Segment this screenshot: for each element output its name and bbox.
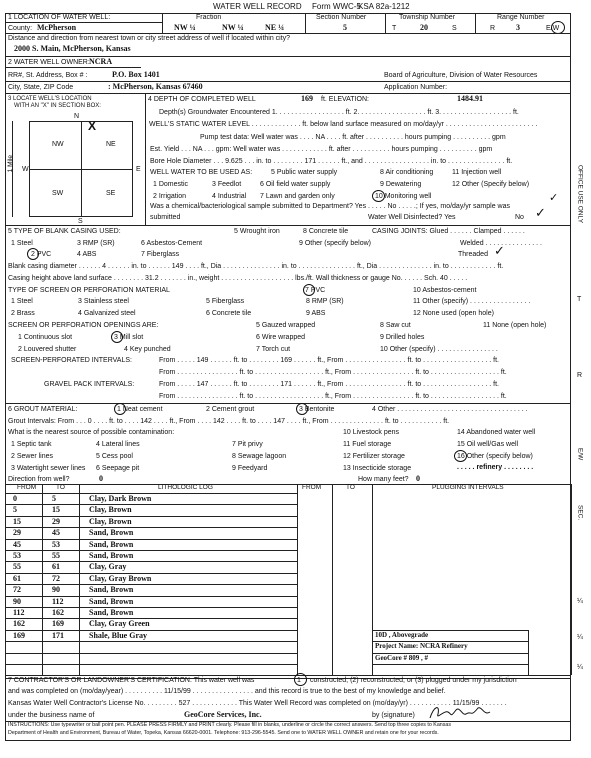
- use-feedlot: 3 Feedlot: [212, 181, 242, 188]
- form-title: WATER WELL RECORD: [213, 2, 302, 11]
- blank-diameter-line: Blank casing diameter . . . . . . 4 . . . . . . in. to . . . . . . 149 . . . . ft., Dia . . . . . . . . . . . . . . . in. to . . . . . . . . . . . . . . . ft., Dia . . . . . . . . . . . . . . in. to . . . . . . . . . . . . ft.: [8, 263, 504, 270]
- business-label: under the business name of: [8, 712, 95, 719]
- screen-pvc-circle-mark: [303, 284, 315, 296]
- use-oil-field: 6 Oil field water supply: [260, 181, 331, 188]
- address-value: 2000 S. Main, McPherson, Kansas: [14, 44, 131, 53]
- township-number-label: Township Number: [399, 14, 456, 21]
- county-label: County:: [8, 25, 33, 32]
- screen-stainless: 3 Stainless steel: [78, 298, 129, 305]
- contam-sewer: 2 Sewer lines: [11, 453, 54, 460]
- opening-continuous: 1 Continuous slot: [18, 334, 73, 341]
- contam-oil-gas: 15 Oil well/Gas well: [457, 441, 519, 448]
- log-row-from: 15: [13, 517, 21, 526]
- use-monitoring-well: 10 Monitoring well: [375, 193, 432, 200]
- x-mark: X: [88, 119, 97, 133]
- log-row-from: 61: [13, 574, 21, 583]
- section-1-label: 1 LOCATION OF WATER WELL:: [8, 14, 111, 21]
- check-mark-icon: ✓: [549, 192, 559, 204]
- depth-label: 4 DEPTH OF COMPLETED WELL: [148, 96, 256, 103]
- screen-steel: 1 Steel: [11, 298, 33, 305]
- log-row-to: 61: [52, 562, 60, 571]
- log-row-to: 162: [52, 608, 64, 617]
- contam-watertight: 3 Watertight sewer lines: [11, 465, 86, 472]
- log-note: GeoCore # 809 , #: [375, 654, 428, 662]
- how-many-feet-label: How many feet?: [358, 476, 409, 483]
- log-row-from: 90: [13, 597, 21, 606]
- township-t: T: [392, 25, 397, 32]
- opening-torch: 7 Torch cut: [256, 346, 291, 353]
- side-t-label: T: [577, 296, 582, 303]
- west-label: W: [22, 166, 29, 173]
- side-quarter-1: ¼: [577, 598, 583, 605]
- grout-other: 4 Other . . . . . . . . . . . . . . . . . . . . . . . . . . . . . . . . . .: [372, 406, 528, 413]
- log-row-description: Clay, Brown: [89, 505, 132, 514]
- log-row-rule: [5, 607, 297, 608]
- log-row-to: 90: [52, 585, 60, 594]
- range-ew: E/W: [546, 25, 560, 32]
- log-note: 10D , Abovegrade: [375, 631, 429, 639]
- log-row-rule: [5, 630, 297, 631]
- groundwater-line: Depth(s) Groundwater Encountered 1. . . . . . . . . . . . . . . . . . ft. 2. . . . . . . . . . . . . . . . . . ft. 3. . . . . . . . . . . . . . . . . . . ft.: [159, 109, 519, 116]
- log-row-description: Clay, Gray Green: [89, 619, 150, 628]
- side-quarter-2: ¼: [577, 634, 583, 641]
- ne-label: NE: [106, 141, 116, 148]
- monitoring-circle-mark: [372, 190, 385, 202]
- log-header-lithologic: LITHOLOGIC LOG: [158, 484, 213, 491]
- log-row-from: 169: [13, 631, 25, 640]
- screen-interval-1: From . . . . . 149 . . . . . . ft. to . . . . . . . . 169 . . . . . . ft., From . . . . . . . . . . . . . . . . ft. to . . . . . . . . . . . . . . . . . . ft.: [159, 357, 499, 364]
- neat-cement-circle-mark: [114, 403, 126, 415]
- certification-options: constructed, (2) reconstructed, or (3) plugged under my jurisdiction: [310, 677, 517, 684]
- ksa-number: KSA 82a-1212: [358, 2, 410, 11]
- contam-lateral: 4 Lateral lines: [96, 441, 140, 448]
- log-row-rule: [5, 584, 297, 585]
- log-row-description: Clay, Dark Brown: [89, 494, 152, 503]
- county-value: McPherson: [37, 23, 77, 32]
- contam-septic: 1 Septic tank: [11, 441, 52, 448]
- screen-concrete: 6 Concrete tile: [206, 310, 252, 317]
- use-other: 12 Other (Specify below): [452, 181, 530, 188]
- log-row-rule: [5, 653, 297, 654]
- grout-neat-cement: 1 Neat cement: [117, 406, 163, 413]
- screen-other: 11 Other (specify) . . . . . . . . . . . . . . . .: [413, 298, 531, 305]
- section-6-label: 6 GROUT MATERIAL:: [8, 406, 78, 413]
- depth-value: 169: [301, 94, 313, 103]
- disinfected-no: No: [515, 214, 524, 221]
- section-value: 5: [343, 23, 347, 32]
- casing-asbestos: 6 Asbestos-Cement: [141, 240, 203, 247]
- license-line: Kansas Water Well Contractor's License No. . . . . . . . . 527 . . . . . . . . . . . . This Water Well Record was completed on (mo/day/yr) . . . . . . . . . . . 11/15/99 . . . . . . .: [8, 700, 507, 707]
- contam-abandoned-well: 14 Abandoned water well: [457, 429, 536, 436]
- bentonite-circle-mark: [296, 403, 308, 415]
- opening-saw-cut: 8 Saw cut: [380, 322, 411, 329]
- range-r: R: [490, 25, 496, 32]
- log-row-rule: [5, 516, 297, 517]
- other-circle-mark: [454, 450, 467, 462]
- side-quarter-3: ¼: [577, 664, 583, 671]
- log-row-to: 29: [52, 517, 60, 526]
- contam-lagoon: 8 Sewage lagoon: [232, 453, 287, 460]
- elevation-value: 1484.91: [457, 94, 483, 103]
- casing-steel: 1 Steel: [11, 240, 33, 247]
- log-column-rule: [297, 484, 298, 675]
- log-row-description: Sand, Brown: [89, 597, 134, 606]
- log-row-rule: [5, 664, 297, 665]
- contam-refinery: . . . . . refinery . . . . . . . .: [457, 464, 534, 471]
- grout-cement: 2 Cement grout: [206, 406, 255, 413]
- application-label: Application Number:: [384, 84, 448, 91]
- how-many-feet-value: 0: [416, 474, 420, 483]
- signature-mark: [426, 702, 496, 722]
- casing-wrought-iron: 5 Wrought iron: [234, 228, 280, 235]
- contam-feedyard: 9 Feedyard: [232, 465, 268, 472]
- contam-cess-pool: 5 Cess pool: [96, 453, 133, 460]
- casing-rmp: 3 RMP (SR): [77, 240, 115, 247]
- bore-line: Bore Hole Diameter . . . 9.625 . . . in. to . . . . . . . . 171 . . . . . . ft., and . . . . . . . . . . . . . . . . . in. to . . . . . . . . . . . . . . . ft.: [150, 158, 513, 165]
- log-row-from: 55: [13, 562, 21, 571]
- instructions-line-2: Department of Health and Environment, Bureau of Water, Topeka, Kansas 66620-0001. Telephone: 913-296-5545. Send one to WATER WELL OWNER and retain one for your records.: [8, 730, 439, 736]
- log-row-description: Sand, Brown: [89, 528, 134, 537]
- casing-welded: Welded . . . . . . . . . . . . . . .: [460, 240, 542, 247]
- gravel-interval-1: From . . . . . 147 . . . . . . ft. to . . . . . . . . 171 . . . . . . ft., From . . . . . . . . . . . . . . . . ft. to . . . . . . . . . . . . . . . . . . ft.: [159, 381, 499, 388]
- opening-key-punched: 4 Key punched: [124, 346, 171, 353]
- signature-label: by (signature): [372, 712, 415, 719]
- section-5-label: 5 TYPE OF BLANK CASING USED:: [8, 228, 121, 235]
- distance-label: Distance and direction from nearest town or city street address of well if located within city?: [8, 35, 291, 42]
- contam-pit-privy: 7 Pit privy: [232, 441, 263, 448]
- casing-concrete-tile: 8 Concrete tile: [303, 228, 349, 235]
- opening-gauzed: 5 Gauzed wrapped: [256, 322, 316, 329]
- note-column-rule: [528, 630, 529, 676]
- gravel-interval-2: From . . . . . . . . . . . . . . . . ft. to . . . . . . . . . . . . . . . . . . ft., From . . . . . . . . . . . . . . . . ft. to . . . . . . . . . . . . . . . . . . ft.: [159, 393, 507, 400]
- log-row-rule: [5, 539, 297, 540]
- log-row-rule: [5, 561, 297, 562]
- opening-mill-slot: 3 Mill slot: [114, 334, 144, 341]
- screen-abs: 9 ABS: [306, 310, 326, 317]
- log-row-description: Sand, Brown: [89, 540, 134, 549]
- log-row-to: 45: [52, 528, 60, 537]
- check-mark-icon: ✓: [535, 205, 546, 220]
- screen-intervals-label: SCREEN-PERFORATED INTERVALS:: [11, 357, 132, 364]
- use-industrial: 4 Industrial: [212, 193, 247, 200]
- log-header-plugging: PLUGGING INTERVALS: [432, 484, 504, 491]
- fraction-label: Fraction: [196, 14, 222, 21]
- mile-label: 1 Mile: [7, 155, 14, 173]
- use-label: WELL WATER TO BE USED AS:: [150, 169, 253, 176]
- township-value: 20: [420, 23, 428, 32]
- contam-fuel: 11 Fuel storage: [343, 441, 392, 448]
- quarter-1: NW ¼: [174, 23, 196, 32]
- use-irrigation: 2 Irrigation: [153, 193, 187, 200]
- screen-brass: 2 Brass: [11, 310, 35, 317]
- log-row-rule: [5, 550, 297, 551]
- screen-pvc: 7 PVC: [305, 287, 326, 294]
- board-text: Board of Agriculture, Division of Water Resources: [384, 72, 538, 79]
- contam-other: 16 Other (specify below): [457, 453, 533, 460]
- casing-pvc: 2 PVC: [31, 251, 52, 258]
- se-label: SE: [106, 190, 116, 197]
- log-row-from: 0: [13, 494, 17, 503]
- section-number-label: Section Number: [316, 14, 367, 21]
- certification-label: 7 CONTRACTOR'S OR LANDOWNER'S CERTIFICATION: This water well was: [8, 677, 255, 684]
- log-row-to: 112: [52, 597, 64, 606]
- sw-label: SW: [52, 190, 64, 197]
- log-row-rule: [5, 527, 297, 528]
- east-label: E: [136, 166, 141, 173]
- log-row-description: Sand, Brown: [89, 585, 134, 594]
- contamination-label: What is the nearest source of possible contamination:: [8, 429, 175, 436]
- log-column-rule: [332, 484, 333, 675]
- log-column-rule: [79, 484, 80, 675]
- side-ew-label: E/W: [576, 448, 584, 461]
- casing-fiberglass: 7 Fiberglass: [141, 251, 180, 258]
- log-row-to: 15: [52, 505, 60, 514]
- form-number: Form WWC-5: [312, 2, 361, 11]
- log-column-rule: [372, 484, 373, 675]
- log-row-description: Clay, Brown: [89, 517, 132, 526]
- screen-asbestos: 10 Asbestos-cement: [413, 287, 477, 294]
- log-row-description: Sand, Brown: [89, 608, 134, 617]
- log-row-to: 72: [52, 574, 60, 583]
- township-s: S: [452, 25, 457, 32]
- log-row-from: 29: [13, 528, 21, 537]
- opening-none: 11 None (open hole): [483, 322, 547, 329]
- log-header-from-2: FROM: [302, 484, 322, 491]
- use-injection-well: 11 Injection well: [452, 169, 502, 176]
- log-header-to-2: TO: [346, 484, 355, 491]
- check-mark-icon: ✓: [494, 243, 505, 258]
- use-dewatering: 9 Dewatering: [380, 181, 422, 188]
- screen-fiberglass: 5 Fiberglass: [206, 298, 245, 305]
- business-name: GeoCore Services, Inc.: [184, 710, 262, 719]
- contam-livestock: 10 Livestock pens: [343, 429, 400, 436]
- opening-wire: 6 Wire wrapped: [256, 334, 306, 341]
- south-label: S: [78, 218, 83, 225]
- pvc-circle-mark: [27, 248, 39, 260]
- casing-other: 9 Other (specify below): [299, 240, 371, 247]
- log-row-to: 5: [52, 494, 56, 503]
- casing-joints: CASING JOINTS: Glued . . . . . . Clamped . . . . . .: [372, 228, 525, 235]
- section-2-label: 2 WATER WELL OWNER:: [8, 59, 90, 66]
- log-note: Project Name: NCRA Refinery: [375, 642, 468, 650]
- contam-seepage: 6 Seepage pit: [96, 465, 140, 472]
- section-3-sublabel: WITH AN "X" IN SECTION BOX:: [14, 103, 101, 109]
- screen-material-label: TYPE OF SCREEN OR PERFORATION MATERIAL: [8, 287, 170, 294]
- log-row-to: 55: [52, 551, 60, 560]
- log-row-description: Clay, Gray: [89, 562, 127, 571]
- use-public-water: 5 Public water supply: [271, 169, 338, 176]
- log-column-rule: [571, 484, 572, 675]
- opening-other: 10 Other (specify) . . . . . . . . . . . . . . . .: [380, 346, 498, 353]
- log-row-rule: [5, 504, 297, 505]
- log-row-rule: [5, 596, 297, 597]
- log-row-from: 112: [13, 608, 25, 617]
- gravel-intervals-label: GRAVEL PACK INTERVALS:: [44, 381, 135, 388]
- disinfected-label: Water Well Disinfected? Yes: [368, 214, 456, 221]
- range-value: 3: [516, 23, 520, 32]
- log-header-from: FROM: [17, 484, 37, 491]
- contam-insecticide: 13 Insecticide storage: [343, 465, 412, 472]
- submitted-label: submitted: [150, 214, 181, 221]
- log-row-to: 169: [52, 619, 64, 628]
- yield-line: Est. Yield . . . NA . . . gpm: Well water was . . . . . . . . . . . . ft. after . . . . . . . . . . hours pumping . . . . . . . . . . gpm: [150, 146, 493, 153]
- city-label: City, State, ZIP Code: [8, 84, 74, 91]
- grout-bentonite: 3 Bentonite: [299, 406, 335, 413]
- range-number-label: Range Number: [497, 14, 545, 21]
- log-row-from: 5: [13, 505, 17, 514]
- note-row-rule: [372, 664, 528, 665]
- log-row-from: 162: [13, 619, 25, 628]
- elevation-label: ft. ELEVATION:: [321, 96, 369, 103]
- use-air-conditioning: 8 Air conditioning: [380, 169, 434, 176]
- contam-fertilizer: 12 Fertilizer storage: [343, 453, 405, 460]
- quarter-2: NW ¼: [222, 23, 244, 32]
- north-label: N: [74, 113, 80, 120]
- log-row-description: Shale, Blue Gray: [89, 631, 148, 640]
- log-column-rule: [5, 484, 6, 675]
- pump-test-line: Pump test data: Well water was . . . . NA . . . . ft. after . . . . . . . . . . hours pumping . . . . . . . . . . gpm: [200, 134, 506, 141]
- direction-label: Direction from well?: [8, 476, 70, 483]
- instructions-line-1: INSTRUCTIONS: Use typewriter or ball point pen. PLEASE PRESS FIRMLY and PRINT clearly. Please fill in blanks, underline or circle the correct answers. Send top three copies to Kansas: [8, 722, 451, 728]
- log-row-to: 171: [52, 631, 64, 640]
- nw-label: NW: [52, 141, 64, 148]
- log-row-rule: [5, 618, 297, 619]
- section-3-label: 3 LOCATE WELL'S LOCATION: [8, 96, 92, 102]
- side-sec-label: SEC.: [576, 505, 584, 521]
- log-column-rule: [42, 484, 43, 675]
- openings-label: SCREEN OR PERFORATION OPENINGS ARE:: [8, 322, 159, 329]
- use-lawn-garden: 7 Lawn and garden only: [260, 193, 335, 200]
- city-value: : McPherson, Kansas 67460: [108, 82, 203, 91]
- grout-intervals: Grout Intervals: From . . . 0 . . . . ft. to . . . . 142 . . . . ft., From . . . . 142 . . . . ft. to . . . . 147 . . . . ft., From . . . . . . . . . . . . . . ft. to . . . . . . . . . . . ft.: [8, 418, 450, 425]
- log-row-rule: [5, 493, 297, 494]
- log-row-rule: [5, 641, 297, 642]
- office-use-label: OFFICE USE ONLY: [576, 165, 584, 224]
- log-row-description: Clay, Gray Brown: [89, 574, 152, 583]
- box-value: P.O. Box 1401: [112, 70, 160, 79]
- side-r-label: R: [577, 372, 583, 379]
- log-row-from: 72: [13, 585, 21, 594]
- chemical-sample-line: Was a chemical/bacteriological sample submitted to Department? Yes . . . . . No . . . . .; If yes, mo/day/yr sample was: [150, 203, 511, 210]
- mill-slot-circle-mark: [111, 331, 123, 343]
- log-header-to: TO: [56, 484, 65, 491]
- completed-line: and was completed on (mo/day/year) . . . . . . . . . . 11/15/99 . . . . . . . . . . . . . . . . and this record is true to the best of my knowledge and belief.: [8, 688, 446, 695]
- use-domestic: 1 Domestic: [153, 181, 189, 188]
- option-1: 1: [297, 677, 301, 684]
- screen-interval-2: From . . . . . . . . . . . . . . . . ft. to . . . . . . . . . . . . . . . . . . ft., From . . . . . . . . . . . . . . . . ft. to . . . . . . . . . . . . . . . . . . ft.: [159, 369, 507, 376]
- screen-rmp: 8 RMP (SR): [306, 298, 344, 305]
- rr-label: RR#, St. Address, Box # :: [8, 72, 88, 79]
- direction-value: 0: [99, 474, 103, 483]
- log-row-to: 53: [52, 540, 60, 549]
- casing-abs: 4 ABS: [77, 251, 97, 258]
- quarter-3: NE ¼: [265, 23, 285, 32]
- screen-galvanized: 4 Galvanized steel: [78, 310, 136, 317]
- log-row-from: 53: [13, 551, 21, 560]
- log-row-from: 45: [13, 540, 21, 549]
- owner-value: NCRA: [89, 57, 113, 66]
- log-row-description: Sand, Brown: [89, 551, 134, 560]
- log-row-rule: [5, 573, 297, 574]
- opening-drilled: 9 Drilled holes: [380, 334, 425, 341]
- screen-none: 12 None used (open hole): [413, 310, 494, 317]
- casing-threaded: Threaded: [458, 251, 488, 258]
- static-level-line: WELL'S STATIC WATER LEVEL . . . . . . . . . . . . . ft. below land surface measured on mo/day/yr . . . . . . . . . . . . . . . . . . . . . . . .: [149, 121, 538, 128]
- note-row-rule: [372, 675, 528, 676]
- casing-height-line: Casing height above land surface . . . . . . . . 31.2 . . . . . . . in., weight . . . . . . . . . . . . . . . . . . . lbs./ft. Wall thickness or gauge No. . . . . . Sch. 40 . . . . .: [8, 275, 468, 282]
- opening-louvered: 2 Louvered shutter: [18, 346, 77, 353]
